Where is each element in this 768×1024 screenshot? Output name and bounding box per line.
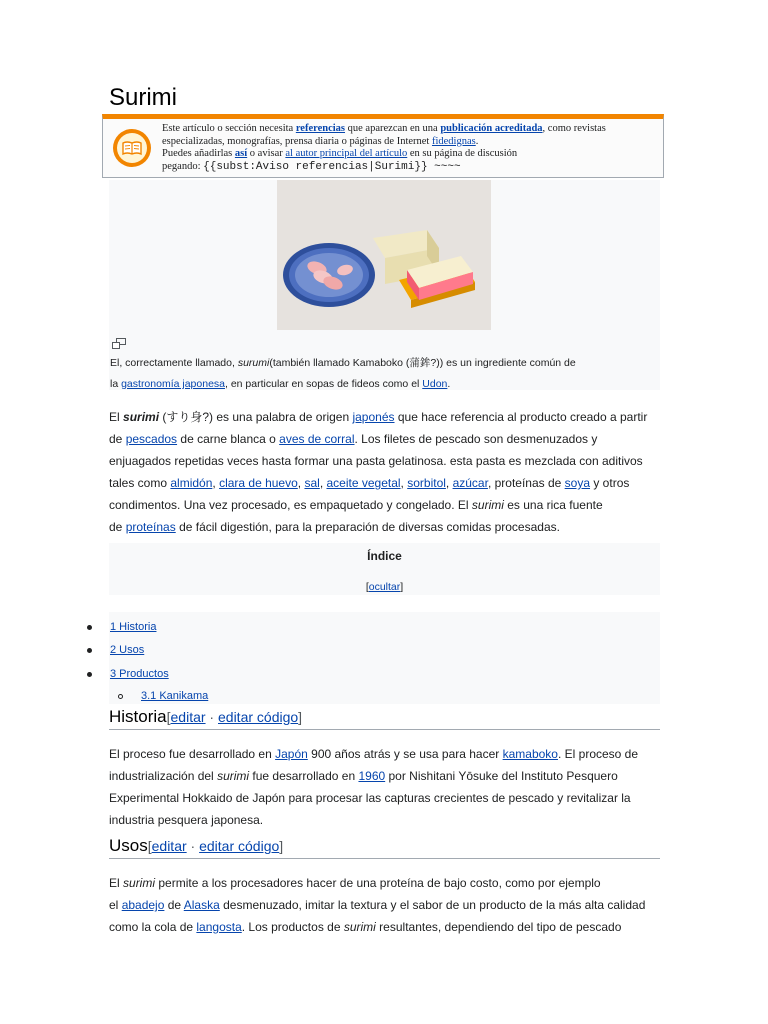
bullet-icon: [87, 625, 92, 630]
clara-de-huevo-link[interactable]: clara de huevo: [219, 476, 298, 490]
references-notice-box: [102, 114, 664, 178]
langosta-link[interactable]: langosta: [196, 920, 242, 934]
historia-line: Experimental Hokkaido de Japón para procesar las capturas crecientes de pescado y revitalizar la: [109, 791, 631, 805]
usos-paragraph: [109, 872, 664, 938]
surimi-photo[interactable]: [277, 180, 491, 330]
pescados-link[interactable]: pescados: [125, 432, 178, 446]
sal-link[interactable]: sal: [304, 476, 320, 490]
enlarge-icon[interactable]: [112, 338, 126, 349]
edit-usos-link[interactable]: editar: [151, 838, 187, 854]
japones-link[interactable]: japonés: [352, 410, 395, 424]
intro-line: condimentos. Una vez procesado, es empaquetado y congelado. El surimi es una rica fuente: [109, 498, 603, 512]
japon-link[interactable]: Japón: [275, 747, 308, 761]
historia-line: industrialización del surimi fue desarrollado en 1960 por Nishitani Yōsuke del Instituto Pesquero: [109, 769, 618, 783]
referencias-link[interactable]: referencias: [295, 123, 346, 134]
abadejo-link[interactable]: abadejo: [121, 898, 165, 912]
aceite-vegetal-link[interactable]: aceite vegetal: [326, 476, 401, 490]
historia-line: industria pesquera japonesa.: [109, 813, 264, 827]
toc-item-usos[interactable]: 2 Usos: [110, 644, 145, 656]
image-caption-line-1: El, correctamente llamado, surumi(también llamado Kamaboko (蒲鉾?)) es un ingrediente común de: [110, 357, 576, 369]
toc-hide-link[interactable]: ocultar: [368, 581, 401, 593]
soya-link[interactable]: soya: [564, 476, 591, 490]
notice-line-4: pegando: {{subst:Aviso referencias|Surimi}} ~~~~: [162, 160, 461, 173]
aves-de-corral-link[interactable]: aves de corral: [279, 432, 355, 446]
publicacion-acreditada-link[interactable]: publicación acreditada: [440, 123, 543, 134]
edit-code-historia-link[interactable]: editar código: [218, 709, 299, 725]
intro-line: El surimi (すり身?) es una palabra de origen japonés que hace referencia al producto creado a partir: [109, 410, 648, 424]
page-title: Surimi: [109, 84, 178, 111]
notice-line-3: Puedes añadirlas así o avisar al autor principal del artículo en su página de discusión: [162, 148, 518, 159]
usos-line: el abadejo de Alaska desmenuzado, imitar la textura y el sabor de un producto de la más alta calidad: [109, 898, 646, 912]
almidon-link[interactable]: almidón: [170, 476, 213, 490]
udon-link[interactable]: Udon: [422, 378, 448, 390]
gastronomia-japonesa-link[interactable]: gastronomía japonesa: [121, 378, 225, 390]
toc-toggle: [ocultar]: [365, 581, 404, 593]
proteinas-link[interactable]: proteínas: [125, 520, 176, 534]
bullet-icon: [87, 648, 92, 653]
intro-line: tales como almidón, clara de huevo, sal, aceite vegetal, sorbitol, azúcar, proteínas de soya y otros: [109, 476, 630, 490]
historia-line: El proceso fue desarrollado en Japón 900 años atrás y se usa para hacer kamaboko. El proceso de: [109, 747, 639, 761]
toc-item-productos[interactable]: 3 Productos: [110, 668, 169, 680]
kamaboko-link[interactable]: kamaboko: [502, 747, 558, 761]
book-warning-icon: [113, 129, 151, 167]
intro-line: enjuagados repetidas veces hasta formar una pasta gelatinosa. esta pasta es mezclada con aditivos: [109, 454, 643, 468]
toc-title: Índice: [367, 549, 402, 563]
usos-line: como la cola de langosta. Los productos de surimi resultantes, dependiendo del tipo de pescado: [109, 920, 622, 934]
autor-principal-link[interactable]: al autor principal del artículo: [285, 148, 408, 159]
fidedignas-link[interactable]: fidedignas: [431, 135, 476, 147]
historia-paragraph: [109, 743, 664, 831]
intro-line: de pescados de carne blanca o aves de corral. Los filetes de pescado son desmenuzados y: [109, 432, 598, 446]
bullet-icon: [87, 672, 92, 677]
year-1960-link[interactable]: 1960: [358, 769, 386, 783]
notice-line-2: especializadas, monografías, prensa diaria o páginas de Internet fidedignas.: [162, 135, 479, 147]
asi-link[interactable]: así: [234, 148, 248, 159]
section-heading-historia: Historia[editar · editar código]: [109, 704, 660, 730]
notice-line-1: Este artículo o sección necesita referencias que aparezcan en una publicación acreditada, como revistas: [162, 123, 606, 134]
toc-item-kanikama[interactable]: 3.1 Kanikama: [141, 690, 209, 702]
circle-bullet-icon: [118, 694, 123, 699]
edit-code-usos-link[interactable]: editar código: [199, 838, 280, 854]
notice-text: [162, 123, 657, 173]
intro-line: de proteínas de fácil digestión, para la preparación de diversas comidas procesadas.: [109, 520, 560, 534]
usos-line: El surimi permite a los procesadores hacer de una proteína de bajo costo, como por ejemplo: [109, 876, 601, 890]
edit-historia-link[interactable]: editar: [170, 709, 206, 725]
image-caption-line-2: la gastronomía japonesa, en particular en sopas de fideos como el Udon.: [110, 378, 451, 390]
intro-paragraph: [109, 406, 664, 538]
sorbitol-link[interactable]: sorbitol: [407, 476, 446, 490]
toc-item-historia[interactable]: 1 Historia: [110, 621, 157, 633]
azucar-link[interactable]: azúcar: [452, 476, 488, 490]
subst-code: {{subst:Aviso referencias|Surimi}} ~~~~: [203, 160, 461, 173]
alaska-link[interactable]: Alaska: [183, 898, 220, 912]
section-heading-usos: Usos[editar · editar código]: [109, 833, 660, 859]
